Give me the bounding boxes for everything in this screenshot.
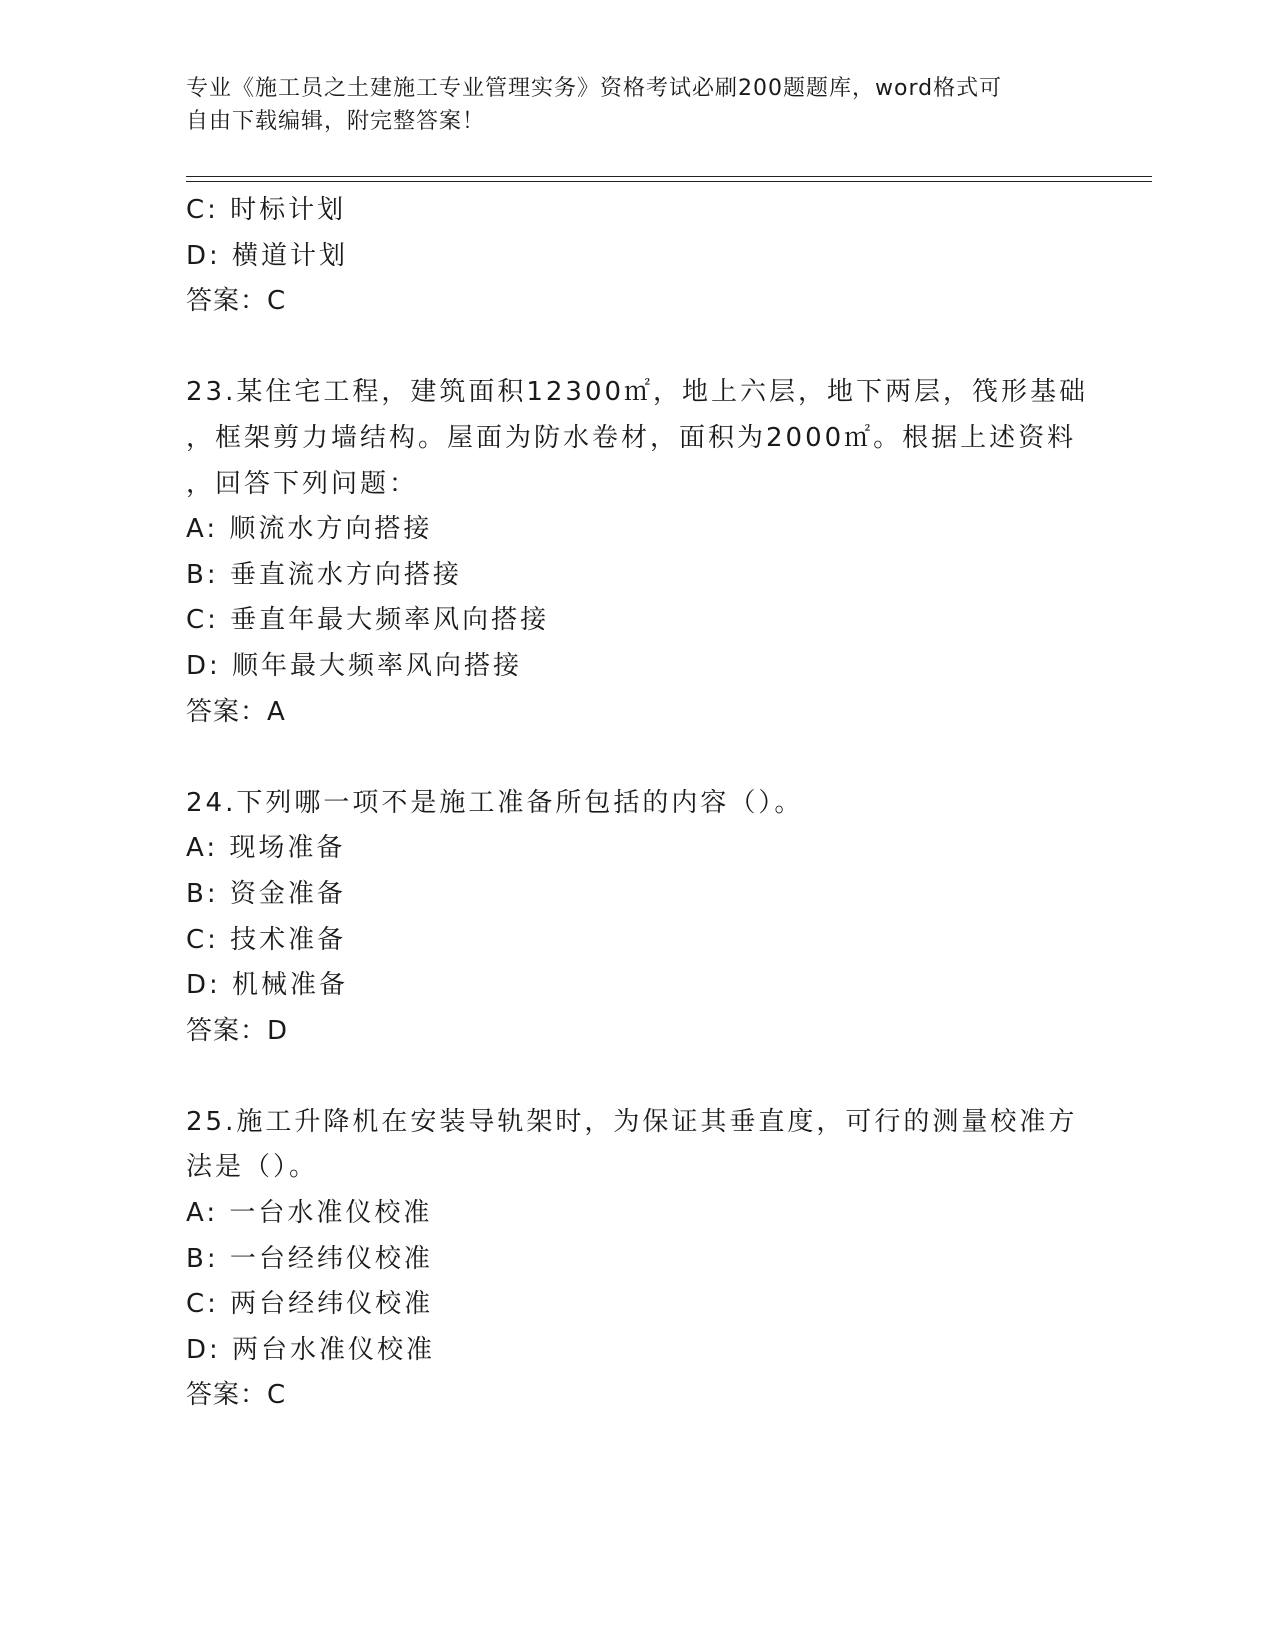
lead-question-tail bbox=[186, 188, 1086, 325]
question-stem-line: 24.下列哪一项不是施工准备所包括的内容（）。 bbox=[186, 787, 804, 818]
answer-line: 答案：A bbox=[186, 696, 286, 727]
option-d: D: 机械准备 bbox=[186, 970, 349, 1001]
option-d: D: 顺年最大频率风向搭接 bbox=[186, 650, 523, 681]
header-divider-bottom bbox=[186, 181, 1152, 182]
option-b: B: 资金准备 bbox=[186, 878, 346, 909]
spacer bbox=[186, 735, 1086, 781]
question-25 bbox=[186, 1100, 1086, 1419]
spacer bbox=[186, 325, 1086, 371]
option-a: A: 现场准备 bbox=[186, 833, 346, 864]
option-d: D: 两台水准仪校准 bbox=[186, 1334, 436, 1365]
question-stem-line: 23.某住宅工程，建筑面积12300㎡，地上六层，地下两层，筏形基础 bbox=[186, 377, 1089, 408]
option-a: A: 顺流水方向搭接 bbox=[186, 514, 433, 545]
answer-line: 答案：C bbox=[186, 1380, 287, 1411]
question-stem-line: 25.施工升降机在安装导轨架时，为保证其垂直度，可行的测量校准方 bbox=[186, 1106, 1078, 1137]
question-23 bbox=[186, 370, 1089, 735]
option-c: C: 垂直年最大频率风向搭接 bbox=[186, 605, 550, 636]
question-24 bbox=[186, 781, 1086, 1055]
option-b: B: 垂直流水方向搭接 bbox=[186, 559, 462, 590]
header-line-2: 自由下载编辑，附完整答案！ bbox=[186, 109, 486, 134]
question-stem-line: ，框架剪力墙结构。屋面为防水卷材，面积为2000㎡。根据上述资料 bbox=[186, 422, 1077, 453]
question-stem-line: 法是（）。 bbox=[186, 1152, 319, 1183]
header-divider-top bbox=[186, 176, 1152, 177]
question-stem-line: ，回答下列问题： bbox=[186, 468, 419, 499]
answer-line: 答案：C bbox=[186, 286, 287, 317]
header-line-1: 专业《施工员之土建施工专业管理实务》资格考试必刷200题题库，word格式可 bbox=[186, 76, 1003, 101]
option-c: C: 技术准备 bbox=[186, 924, 347, 955]
option-a: A: 一台水准仪校准 bbox=[186, 1198, 433, 1229]
spacer bbox=[186, 1054, 1086, 1100]
option-c: C: 时标计划 bbox=[186, 195, 347, 225]
document-header bbox=[186, 72, 1066, 138]
option-b: B: 一台经纬仪校准 bbox=[186, 1243, 433, 1274]
answer-line: 答案：D bbox=[186, 1015, 289, 1046]
question-list bbox=[186, 188, 1089, 1419]
option-c: C: 两台经纬仪校准 bbox=[186, 1289, 434, 1320]
option-d: D: 横道计划 bbox=[186, 240, 349, 271]
